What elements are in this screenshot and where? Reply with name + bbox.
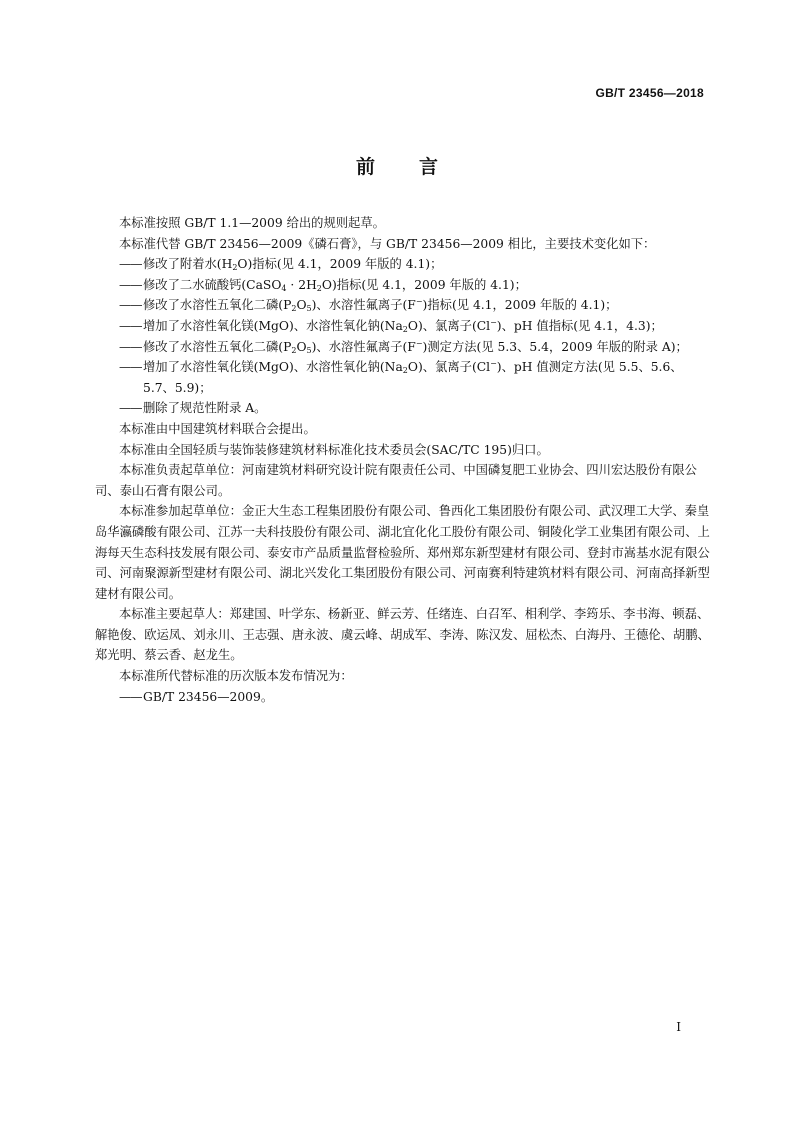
paragraph-replacement: 本标准代替 GB/T 23456—2009《磷石膏》，与 GB/T 23456—2009 相比，主要技术变化如下：	[119, 236, 656, 251]
list-dash: ——	[119, 360, 142, 375]
change-item: ——增加了水溶性氧化镁(MgO)、水溶性氧化钠$(Na_2O)$、氯离子(Cl−)、pH 值测定方法(见 5.5、5.6、5.7、5.9)；	[119, 359, 683, 395]
list-dash: ——	[119, 318, 142, 333]
change-item: ——修改了二水硫酸钙(CaSO$_4$ · $2H_2O$)指标(见 4.1，2009 年版的 4.1)；	[95, 275, 710, 296]
paragraph-version-history: 本标准所代替标准的历次版本发布情况为：	[119, 669, 353, 684]
history-item: ——GB/T 23456—2009。	[95, 687, 710, 708]
list-dash: ——	[119, 257, 142, 272]
change-item: ——增加了水溶性氧化镁(MgO)、水溶性氧化钠$(Na_2O)$、氯离子(Cl−)、pH 值指标(见 4.1，4.3)；	[95, 316, 710, 337]
standard-code: GB/T 23456—2018	[595, 86, 704, 100]
paragraph-drafting-rules: 本标准按照 GB/T 1.1—2009 给出的规则起草。	[119, 216, 385, 230]
change-item: ——修改了附着水$(H_2O)$指标(见 4.1，2009 年版的 4.1)；	[95, 254, 710, 275]
list-dash: ——	[119, 298, 142, 313]
paragraph-lead-drafters: 本标准负责起草单位：河南建筑材料研究设计院有限责任公司、中国磷复肥工业协会、四川宏达股份有限公司、泰山石膏有限公司。	[95, 463, 697, 498]
list-dash: ——	[119, 401, 142, 416]
paragraph-main-authors: 本标准主要起草人：郑建国、叶学东、杨新亚、鲜云芳、任绪连、白召军、相利学、李筠乐、李书海、顿磊、解艳俊、欧运凤、刘永川、王志强、唐永波、虞云峰、胡成军、李涛、陈汉发、屈松杰、白海丹、王德伦、胡鹏、郑光明、蔡云香、赵龙生。	[95, 607, 710, 663]
paragraph-technical-committee: 本标准由全国轻质与装饰装修建筑材料标准化技术委员会(SAC/TC 195)归口。	[119, 442, 549, 457]
list-dash: ——	[119, 339, 142, 354]
document-body	[95, 213, 710, 707]
list-dash: ——	[119, 277, 142, 292]
paragraph-proposed-by: 本标准由中国建筑材料联合会提出。	[119, 421, 316, 436]
page-title: 前言	[355, 156, 482, 178]
change-item: ——删除了规范性附录 A。	[95, 398, 710, 419]
list-dash: ——	[119, 689, 142, 704]
change-item: ——修改了水溶性五氧化二磷$(P_2O_5)$、水溶性氟离子(F−)测定方法(见 5.3、5.4，2009 年版的附录 A)；	[95, 337, 710, 358]
page-number: I	[676, 1020, 681, 1034]
change-item: ——修改了水溶性五氧化二磷$(P_2O_5)$、水溶性氟离子(F−)指标(见 4.1，2009 年版的 4.1)；	[95, 295, 710, 316]
paragraph-participating-drafters: 本标准参加起草单位：金正大生态工程集团股份有限公司、鲁西化工集团股份有限公司、武汉理工大学、秦皇岛华瀛磷酸有限公司、江苏一夫科技股份有限公司、湖北宜化化工股份有限公司、铜陵化学工业集团有限公司、上海每天生态科技发展有限公司、泰安市产品质量监督检验所、郑州郑东新型建材有限公司、登封市嵩基水泥有限公司、河南聚源新型建材有限公司、湖北兴发化工集团股份有限公司、河南赛利特建筑材料有限公司、河南高择新型建材有限公司。	[95, 504, 710, 601]
